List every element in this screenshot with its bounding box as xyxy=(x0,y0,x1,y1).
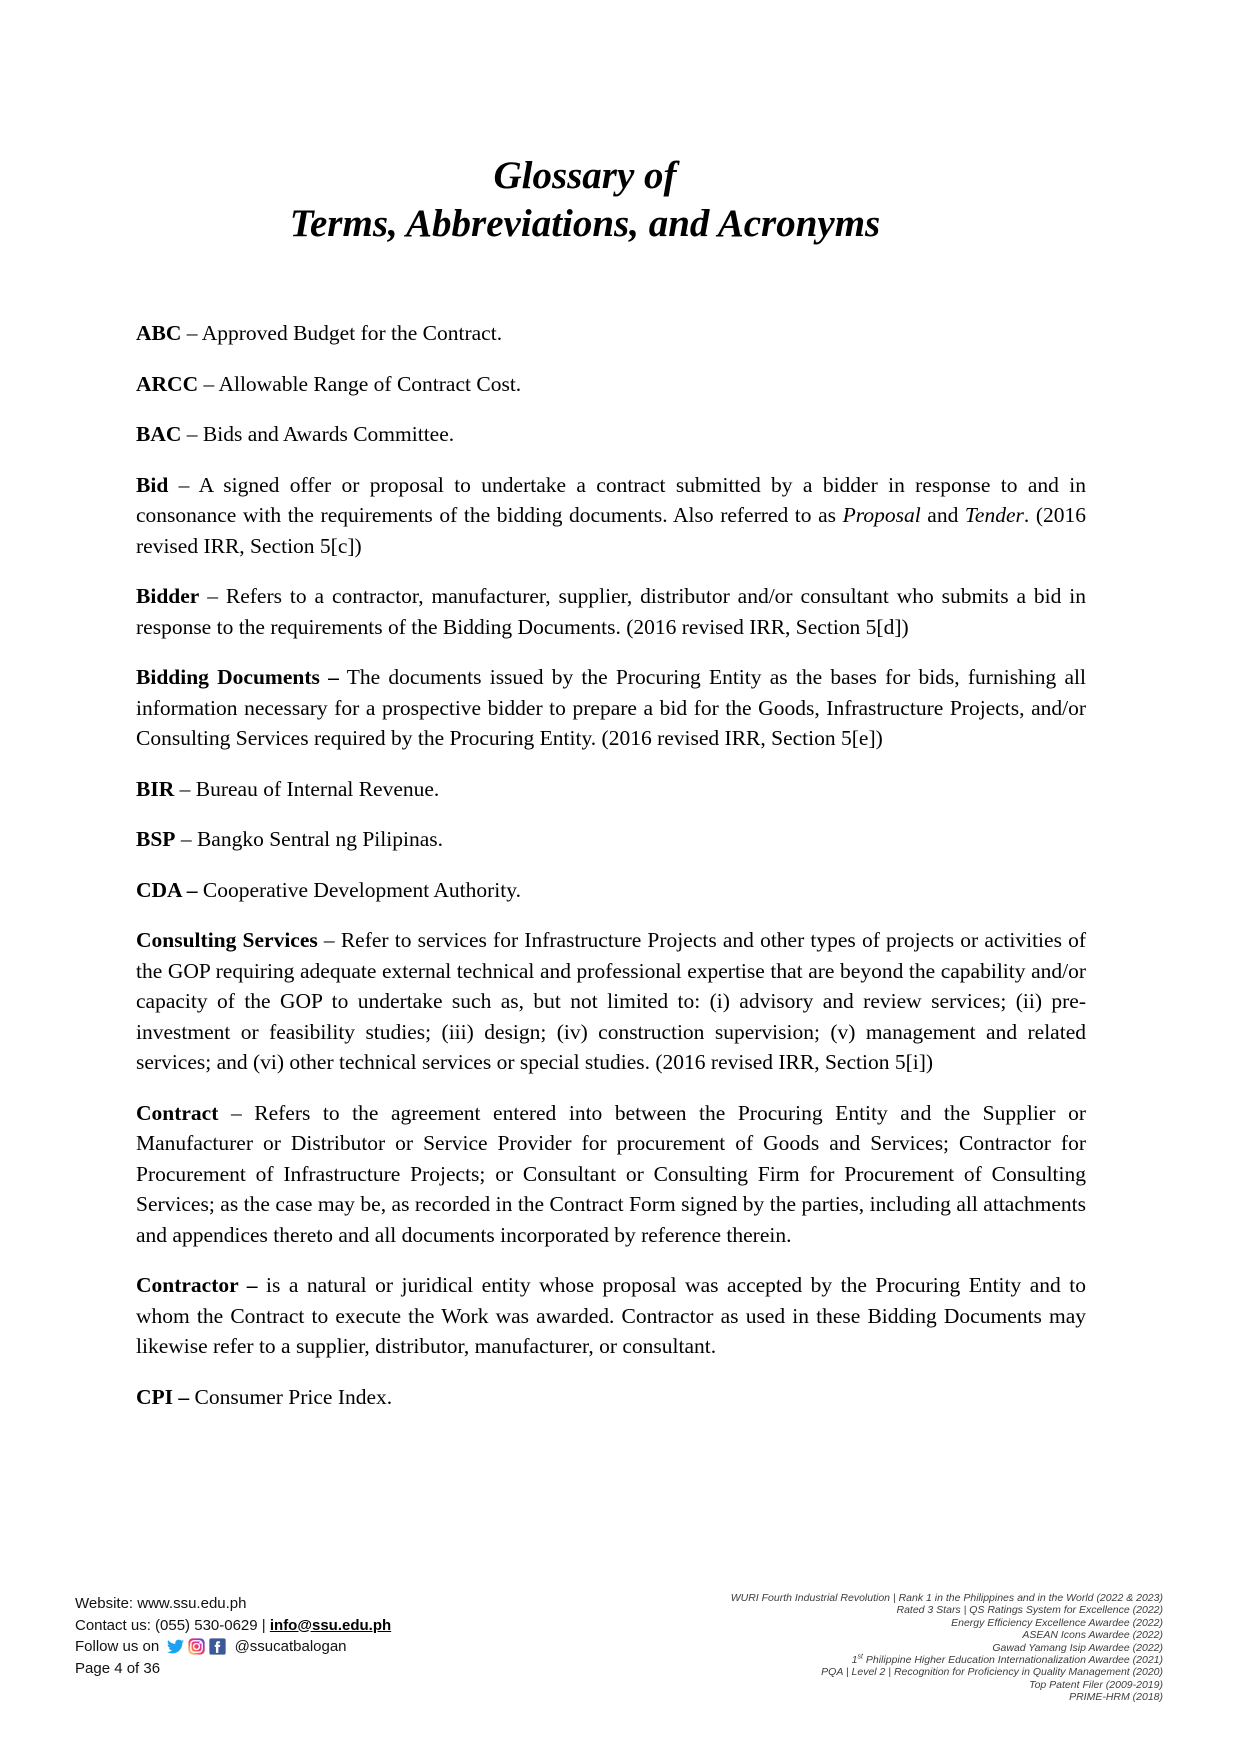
glossary-entry xyxy=(136,1270,1086,1362)
facebook-icon xyxy=(209,1638,226,1655)
accolade-line: ASEAN Icons Awardee (2022) xyxy=(1022,1629,1163,1642)
accolade-line: 1st Philippine Higher Education Internationalization Awardee (2021) xyxy=(851,1653,1163,1667)
glossary-entry: BSP – Bangko Sentral ng Pilipinas. xyxy=(136,827,443,851)
glossary-definition-text: The documents issued by the Procuring Entity as the bases for bids, furnishing all information necessary for a prospective bidder to prepare a bid for the Goods, Infrastructure Projects, and/or Consulting Services required by the Procuring Entity. (2016 revised IRR, Section 5[e]) xyxy=(136,665,1086,750)
footer-website: Website: www.ssu.edu.ph xyxy=(75,1595,247,1612)
accolade-line: Top Patent Filer (2009-2019) xyxy=(1029,1678,1163,1691)
footer-follow xyxy=(75,1636,391,1658)
glossary-definition-text: Consumer Price Index. xyxy=(194,1384,393,1409)
glossary-term: Consulting Services xyxy=(136,928,318,952)
glossary-definition-text: is a natural or juridical entity whose proposal was accepted by the Procuring Entity and to whom the Contract to execute the Work was awarded. Contractor as used in these Bidding Documents may likewise refer to a supplier, distributor, manufacturer, or consultant. xyxy=(136,1273,1087,1358)
glossary-term: Bidding Documents – xyxy=(136,665,339,689)
accolade-line: Gawad Yamang Isip Awardee (2022) xyxy=(992,1641,1163,1654)
glossary-definition-text: Bangko Sentral ng Pilipinas. xyxy=(196,827,443,851)
glossary-definition-text: Approved Budget for the Contract. xyxy=(201,321,503,345)
footer-page-number: Page 4 of 36 xyxy=(75,1659,161,1677)
glossary-entry: ABC – Approved Budget for the Contract. xyxy=(136,321,503,345)
social-icons xyxy=(167,1638,226,1655)
glossary-term: ABC xyxy=(136,321,182,345)
glossary-entries xyxy=(136,318,1086,1432)
glossary-term: Contractor – xyxy=(136,1273,258,1297)
instagram-icon xyxy=(188,1638,205,1655)
glossary-entry xyxy=(136,662,1086,754)
footer-email-link[interactable]: info@ssu.edu.ph xyxy=(269,1616,392,1634)
title-line-2: Terms, Abbreviations, and Acronyms xyxy=(289,202,881,246)
footer-left xyxy=(75,1593,391,1679)
glossary-entry: Bidder – Refers to a contractor, manufacturer, supplier, distributor and/or consultant who submits a bid in response to the requirements of the Bidding Documents. (2016 revised IRR, Section 5[d]) xyxy=(136,584,1086,639)
glossary-entry: BAC – Bids and Awards Committee. xyxy=(136,422,455,446)
glossary-definition-text: Tender xyxy=(964,503,1024,527)
page-title xyxy=(110,152,1060,248)
glossary-entry xyxy=(136,875,1086,906)
accolade-line: PRIME-HRM (2018) xyxy=(1069,1691,1163,1704)
glossary-definition-text: Allowable Range of Contract Cost. xyxy=(218,371,522,396)
footer-contact-prefix: Contact us: (055) 530-0629 | xyxy=(75,1616,270,1634)
glossary-term: Bidder xyxy=(136,584,200,608)
glossary-entry: Contract – Refers to the agreement entered into between the Procuring Entity and the Supplier or Manufacturer or Distributor or Service Provider for procurement of Goods and Services; Contractor for Procurement of Infrastructure Projects; or Consultant or Consulting Firm for Procurement of Consulting Services; as the case may be, as recorded in the Contract Form signed by the parties, including all attachments and appendices thereto and all documents incorporated by reference therein. xyxy=(136,1100,1086,1247)
glossary-term: BAC xyxy=(136,422,182,446)
glossary-definition-text: and xyxy=(920,503,965,527)
glossary-definition-text: . (2016 revised IRR, Section 5[c]) xyxy=(136,503,1086,558)
glossary-definition-text: Bureau of Internal Revenue. xyxy=(195,776,440,801)
accolade-line: PQA | Level 2 | Recognition for Proficiency in Quality Management (2020) xyxy=(821,1666,1163,1679)
glossary-definition-text: Bids and Awards Committee. xyxy=(202,422,455,446)
title-line-1: Glossary of xyxy=(493,154,677,198)
glossary-definition-text: Refer to services for Infrastructure Projects and other types of projects or activities of the GOP requiring adequate external technical and professional expertise that are beyond the capability and/or capacity of the GOP to undertake such as, but not limited to: (i) advisory and review services; (ii) pre-investment or feasibility studies; (iii) design; (iv) construction supervision; (v) management and related services; and (vi) other technical services or special studies. (2016 revised IRR, Section 5[i]) xyxy=(136,928,1087,1074)
glossary-term: BSP xyxy=(136,827,176,851)
twitter-icon xyxy=(167,1638,184,1655)
glossary-term: Contract xyxy=(136,1100,219,1125)
glossary-entry xyxy=(136,1382,1086,1413)
footer-accolades xyxy=(643,1592,1163,1704)
accolade-line: Rated 3 Stars | QS Ratings System for Excellence (2022) xyxy=(896,1604,1163,1617)
footer-handle: @ssucatbalogan xyxy=(234,1638,347,1655)
glossary-entry: Consulting Services – Refer to services for Infrastructure Projects and other types of projects or activities of the GOP requiring adequate external technical and professional expertise that are beyond the capability and/or capacity of the GOP to undertake such as, but not limited to: (i) advisory and review services; (ii) pre-investment or feasibility studies; (iii) design; (iv) construction supervision; (v) management and related services; and (vi) other technical services or special studies. (2016 revised IRR, Section 5[i]) xyxy=(136,928,1087,1074)
glossary-definition-text: Proposal xyxy=(842,503,921,527)
glossary-entry: BIR – Bureau of Internal Revenue. xyxy=(136,776,440,801)
glossary-entry: ARCC – Allowable Range of Contract Cost. xyxy=(136,371,522,396)
footer-follow-prefix: Follow us on xyxy=(75,1638,160,1655)
glossary-term: ARCC xyxy=(136,371,199,396)
glossary-term: CPI – xyxy=(136,1384,190,1409)
glossary-term: BIR xyxy=(136,776,175,801)
footer-contact xyxy=(75,1615,391,1637)
glossary-definition-text: Refers to a contractor, manufacturer, supplier, distributor and/or consultant who submits a bid in response to the requirements of the Bidding Documents. (2016 revised IRR, Section 5[d]) xyxy=(136,584,1086,639)
glossary-definition-text: Refers to the agreement entered into between the Procuring Entity and the Supplier or Manufacturer or Distributor or Service Provider for procurement of Goods and Services; Contractor for Procurement of Infrastructure Projects; or Consultant or Consulting Firm for Procurement of Consulting Services; as the case may be, as recorded in the Contract Form signed by the parties, including all attachments and appendices thereto and all documents incorporated by reference therein. xyxy=(136,1100,1086,1247)
glossary-term: Bid xyxy=(136,472,169,497)
glossary-entry: Bid – A signed offer or proposal to undertake a contract submitted by a bidder in response to and in consonance with the requirements of the bidding documents. Also referred to as Proposal and Tender. (2016 revised IRR, Section 5[c]) xyxy=(136,472,1086,558)
accolade-line: WURI Fourth Industrial Revolution | Rank 1 in the Philippines and in the World (2022 & 2023) xyxy=(730,1592,1163,1604)
glossary-definition-text: A signed offer or proposal to undertake a contract submitted by a bidder in response to and in consonance with the requirements of the bidding documents. Also referred to as xyxy=(136,472,1086,527)
accolade-line: Energy Efficiency Excellence Awardee (2022) xyxy=(951,1616,1163,1629)
glossary-definition-text: Cooperative Development Authority. xyxy=(202,877,521,902)
glossary-term: CDA – xyxy=(136,877,198,902)
